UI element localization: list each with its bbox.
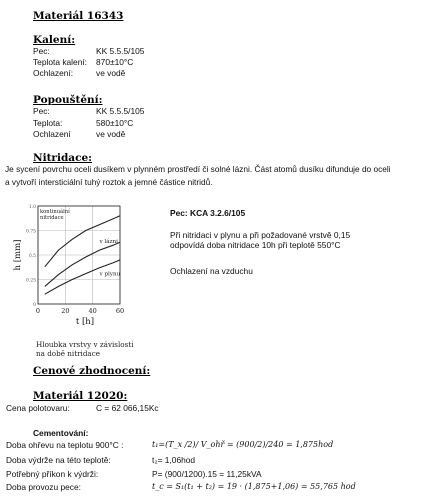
kaleni-teplota-label: Teplota kalení: [33,57,88,67]
nitridace-heading: Nitridace: [33,152,93,164]
cement-prikon-label: Potřebný příkon k výdrži: [6,469,99,479]
kaleni-heading: Kalení: [33,34,76,46]
label-v-lazni: v lázni [99,239,118,246]
popousteni-pec-value: KK 5.5.5/105 [96,106,145,116]
nitridace-ochlazeni: Ochlazení na vzduchu [170,266,253,276]
cena-row [6,403,306,414]
label-kontinualni-line2: nitridace [40,215,64,221]
popousteni-teplota-label: Teplota: [33,118,63,128]
popousteni-pec-label: Pec: [33,106,50,116]
chart-caption-line2: na době nitridace [36,349,100,358]
popousteni-teplota-value: 580±10°C [96,118,134,128]
nitridace-chart [8,196,158,346]
chart-caption-line1: Hloubka vrstvy v závislosti [36,340,134,349]
x-tick-label: 20 [61,307,70,315]
kaleni-teplota-value: 870±10°C [96,57,134,67]
cementovani-heading: Cementování: [33,428,89,438]
label-v-plynu: v plynu [99,271,121,278]
cement-vydrz-value: t₂= 1,06hod [152,455,196,465]
cement-ohrev-value: t₁=(T_x /2)/ V_ohř = (900/2)/240 = 1,875hod [152,440,334,449]
cena-value: C = 62 066,15Kc [96,403,159,413]
nitridace-info-line2: odpovídá doba nitridace 10h při teplotě 550°C [170,240,341,250]
popousteni-ochlazeni-value: ve vodě [96,129,126,139]
nitridace-paragraph [5,163,431,188]
popousteni-row-teplota [33,118,233,129]
kaleni-pec-value: KK 5.5.5/105 [96,46,145,56]
cement-prikon-value: P= (900/1200).15 = 11,25kVA [152,469,262,479]
kaleni-ochlazeni-label: Ochlazení: [33,68,74,78]
kaleni-ochlazeni-value: ve vodě [96,68,126,78]
cement-vydrz-label: Doba výdrže na této teplotě: [6,455,111,465]
popousteni-heading: Popouštění: [33,94,103,106]
y-tick-label: 1.0 [28,205,36,210]
nitridace-info-line1: Při nitridaci v plynu a při požadované vrstvě 0,15 [170,230,351,240]
x-tick-label: 60 [115,307,125,315]
x-tick-label: 0 [35,307,41,315]
popousteni-ochlazeni-label: Ochlazení [33,129,71,139]
y-axis-label: h [mm] [13,239,23,271]
y-tick-label: 0.5 [28,254,36,259]
cement-row-prikon [6,469,431,480]
cement-provoz-value: t_c = S₁(t₁ + t₂) = 19 · (1,875+1,06) = 55,765 hod [152,482,356,491]
kaleni-row-ochlazeni [33,68,233,79]
y-tick-label: 0 [33,303,36,308]
page-title: Materiál 16343 [33,10,124,22]
y-tick-label: 0.25 [25,278,36,284]
y-tick-label: 0.75 [25,229,36,235]
cement-ohrev-label: Doba ohřevu na teplotu 900°C : [6,440,124,450]
popousteni-row-pec [33,106,233,117]
x-tick-label: 40 [88,307,97,315]
kaleni-pec-label: Pec: [33,46,50,56]
nitridace-pec: Pec: KCA 3.2.6/105 [170,208,246,218]
nitridace-text-line1: Je sycení povrchu oceli dusíkem v plynném prostředí či solné lázni. Část atomů dusíku difunduje do oceli [5,164,391,174]
cement-row-vydrz [6,455,431,466]
kaleni-row-pec [33,46,233,57]
cement-row-ohrev [6,440,431,451]
material2-heading: Materiál 12020: [33,390,128,402]
cement-row-provoz [6,482,431,493]
nitridace-text-line2: a vytvoří intersticiální tuhý roztok a jemné částice nitridů. [5,176,213,187]
kaleni-row-teplota [33,57,233,68]
cena-label: Cena polotovaru: [6,403,70,413]
x-axis-label: t [h] [75,317,95,327]
cement-provoz-label: Doba provozu pece: [6,482,81,492]
chart-caption [36,340,134,358]
label-kontinualni-line1: kontinuální [40,209,70,215]
popousteni-row-ochlazeni [33,129,233,140]
cenove-heading: Cenové zhodnocení: [33,365,151,377]
